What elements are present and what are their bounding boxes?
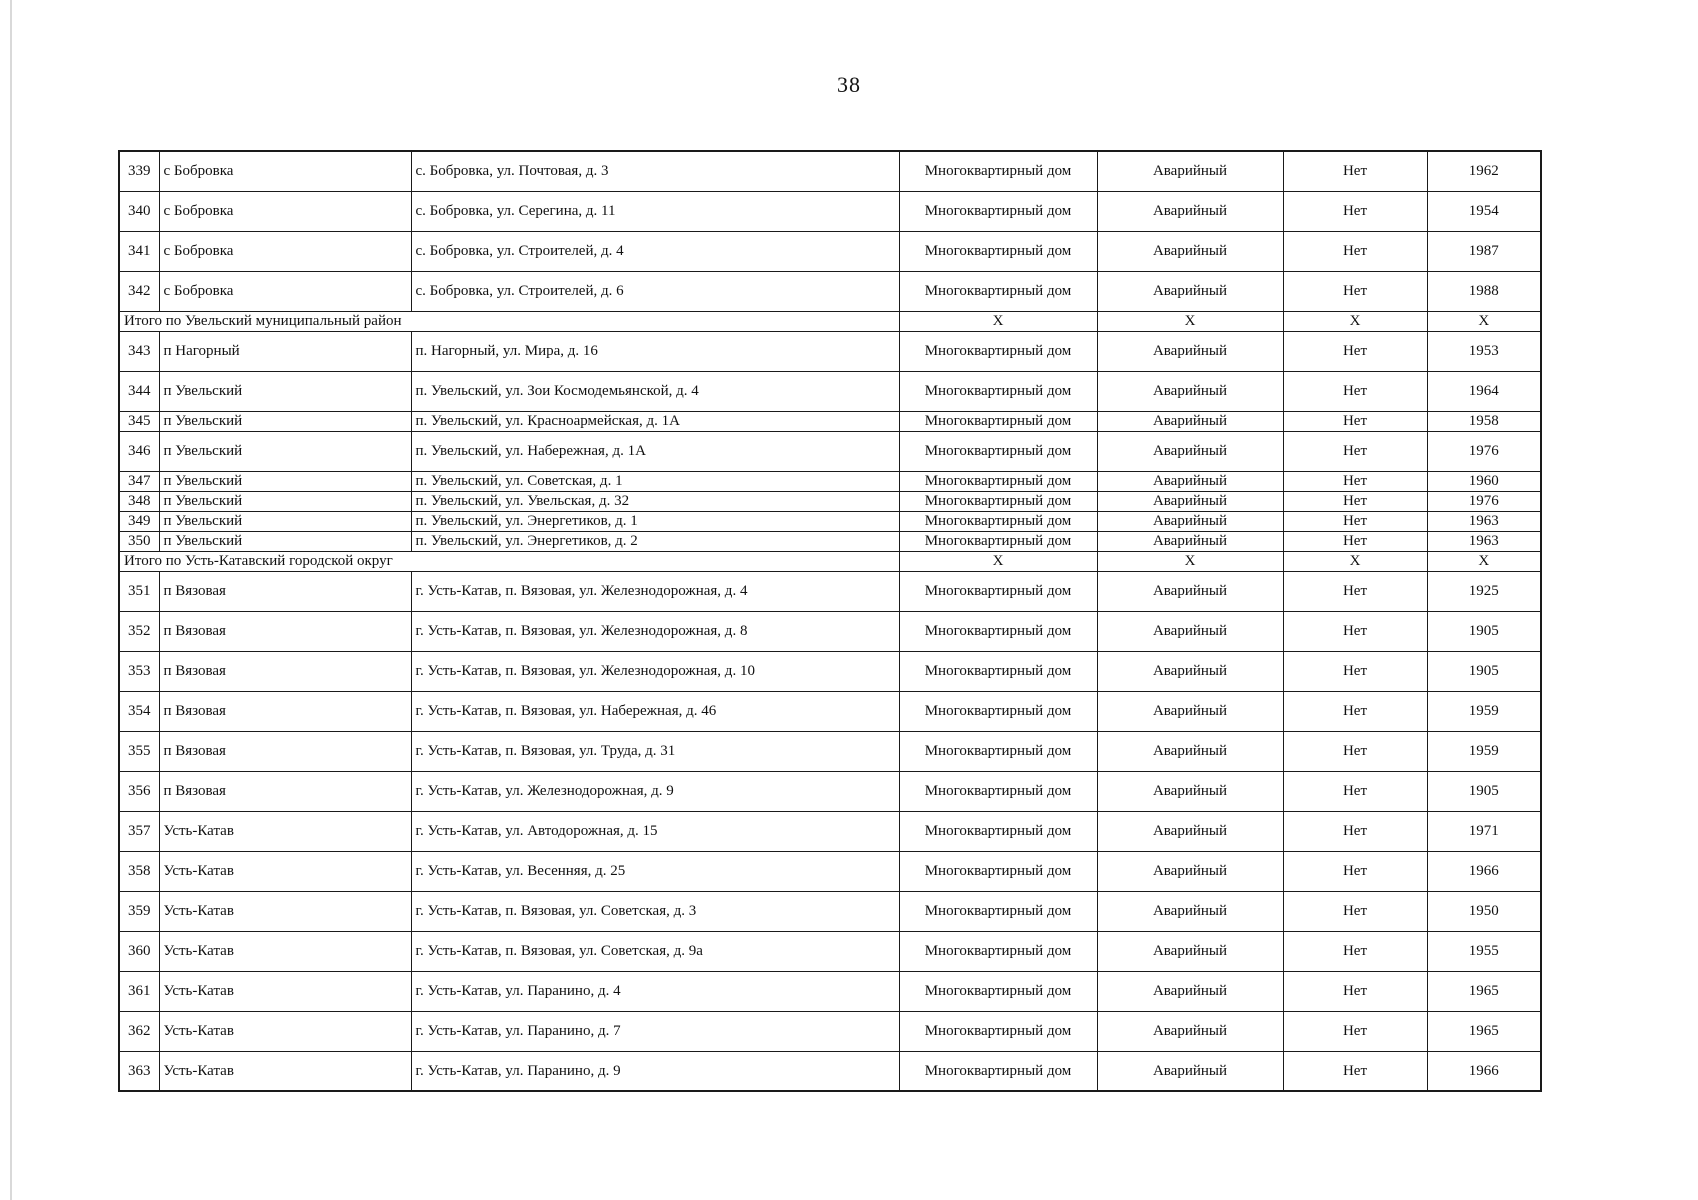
- building-type-cell: Многоквартирный дом: [899, 151, 1097, 191]
- building-type-cell: Многоквартирный дом: [899, 371, 1097, 411]
- settlement-cell: п Вязовая: [159, 691, 411, 731]
- building-type-cell: Многоквартирный дом: [899, 691, 1097, 731]
- flag-cell: Нет: [1283, 151, 1427, 191]
- address-cell: г. Усть-Катав, п. Вязовая, ул. Советская, д. 3: [411, 891, 899, 931]
- table-row: [119, 371, 1541, 411]
- year-cell: 1959: [1427, 731, 1541, 771]
- settlement-cell: Усть-Катав: [159, 971, 411, 1011]
- table-row: [119, 891, 1541, 931]
- building-type-cell: Многоквартирный дом: [899, 431, 1097, 471]
- year-cell: 1925: [1427, 571, 1541, 611]
- table-row: [119, 931, 1541, 971]
- table-row: [119, 651, 1541, 691]
- settlement-cell: Усть-Катав: [159, 811, 411, 851]
- address-cell: п. Увельский, ул. Советская, д. 1: [411, 471, 899, 491]
- settlement-cell: Усть-Катав: [159, 891, 411, 931]
- settlement-cell: п Увельский: [159, 431, 411, 471]
- settlement-cell: п Вязовая: [159, 771, 411, 811]
- condition-cell: Аварийный: [1097, 651, 1283, 691]
- row-number-cell: 343: [119, 331, 159, 371]
- address-cell: с. Бобровка, ул. Строителей, д. 6: [411, 271, 899, 311]
- year-cell: 1976: [1427, 431, 1541, 471]
- table-row: [119, 1011, 1541, 1051]
- table-row: [119, 191, 1541, 231]
- flag-cell: Нет: [1283, 1051, 1427, 1091]
- condition-cell: Аварийный: [1097, 471, 1283, 491]
- address-cell: г. Усть-Катав, п. Вязовая, ул. Железнодорожная, д. 10: [411, 651, 899, 691]
- settlement-cell: Усть-Катав: [159, 931, 411, 971]
- table-row: [119, 531, 1541, 551]
- condition-cell: Аварийный: [1097, 231, 1283, 271]
- address-cell: п. Увельский, ул. Зои Космодемьянской, д. 4: [411, 371, 899, 411]
- settlement-cell: п Увельский: [159, 491, 411, 511]
- settlement-cell: Усть-Катав: [159, 851, 411, 891]
- condition-cell: Аварийный: [1097, 691, 1283, 731]
- address-cell: с. Бобровка, ул. Строителей, д. 4: [411, 231, 899, 271]
- row-number-cell: 362: [119, 1011, 159, 1051]
- address-cell: п. Увельский, ул. Набережная, д. 1А: [411, 431, 899, 471]
- building-type-cell: Многоквартирный дом: [899, 731, 1097, 771]
- table-row: [119, 731, 1541, 771]
- settlement-cell: с Бобровка: [159, 231, 411, 271]
- year-cell: 1962: [1427, 151, 1541, 191]
- flag-cell: Нет: [1283, 411, 1427, 431]
- flag-cell: Нет: [1283, 431, 1427, 471]
- row-number-cell: 345: [119, 411, 159, 431]
- year-cell: 1905: [1427, 651, 1541, 691]
- table-row: [119, 811, 1541, 851]
- row-number-cell: 358: [119, 851, 159, 891]
- table-row: [119, 491, 1541, 511]
- building-type-cell: Многоквартирный дом: [899, 191, 1097, 231]
- building-type-cell: Многоквартирный дом: [899, 1051, 1097, 1091]
- row-number-cell: 346: [119, 431, 159, 471]
- condition-cell: Аварийный: [1097, 371, 1283, 411]
- flag-cell: Нет: [1283, 191, 1427, 231]
- table-body: [119, 151, 1541, 1091]
- flag-cell: Нет: [1283, 771, 1427, 811]
- table-row: [119, 1051, 1541, 1091]
- year-cell: 1960: [1427, 471, 1541, 491]
- building-type-cell: Многоквартирный дом: [899, 971, 1097, 1011]
- year-cell: 1959: [1427, 691, 1541, 731]
- settlement-cell: п Увельский: [159, 371, 411, 411]
- flag-cell: Нет: [1283, 851, 1427, 891]
- building-type-cell: Многоквартирный дом: [899, 931, 1097, 971]
- building-type-cell: Многоквартирный дом: [899, 511, 1097, 531]
- condition-cell: Аварийный: [1097, 191, 1283, 231]
- table-row: [119, 511, 1541, 531]
- address-cell: г. Усть-Катав, ул. Автодорожная, д. 15: [411, 811, 899, 851]
- subtotal-mark: X: [1427, 311, 1541, 331]
- year-cell: 1988: [1427, 271, 1541, 311]
- settlement-cell: Усть-Катав: [159, 1051, 411, 1091]
- table-row: [119, 331, 1541, 371]
- emergency-housing-table: [118, 150, 1542, 1092]
- flag-cell: Нет: [1283, 1011, 1427, 1051]
- table-row: [119, 851, 1541, 891]
- subtotal-mark: X: [1283, 551, 1427, 571]
- condition-cell: Аварийный: [1097, 1051, 1283, 1091]
- year-cell: 1966: [1427, 1051, 1541, 1091]
- subtotal-label: Итого по Усть-Катавский городской округ: [119, 551, 899, 571]
- condition-cell: Аварийный: [1097, 731, 1283, 771]
- building-type-cell: Многоквартирный дом: [899, 331, 1097, 371]
- flag-cell: Нет: [1283, 271, 1427, 311]
- building-type-cell: Многоквартирный дом: [899, 271, 1097, 311]
- year-cell: 1971: [1427, 811, 1541, 851]
- building-type-cell: Многоквартирный дом: [899, 571, 1097, 611]
- condition-cell: Аварийный: [1097, 491, 1283, 511]
- subtotal-mark: X: [899, 551, 1097, 571]
- address-cell: г. Усть-Катав, п. Вязовая, ул. Железнодорожная, д. 8: [411, 611, 899, 651]
- address-cell: п. Увельский, ул. Энергетиков, д. 2: [411, 531, 899, 551]
- row-number-cell: 354: [119, 691, 159, 731]
- table-row: [119, 971, 1541, 1011]
- row-number-cell: 361: [119, 971, 159, 1011]
- table-row: [119, 691, 1541, 731]
- row-number-cell: 360: [119, 931, 159, 971]
- condition-cell: Аварийный: [1097, 811, 1283, 851]
- building-type-cell: Многоквартирный дом: [899, 891, 1097, 931]
- settlement-cell: п Вязовая: [159, 651, 411, 691]
- row-number-cell: 353: [119, 651, 159, 691]
- address-cell: п. Увельский, ул. Энергетиков, д. 1: [411, 511, 899, 531]
- flag-cell: Нет: [1283, 371, 1427, 411]
- flag-cell: Нет: [1283, 651, 1427, 691]
- subtotal-mark: X: [1097, 311, 1283, 331]
- building-type-cell: Многоквартирный дом: [899, 851, 1097, 891]
- condition-cell: Аварийный: [1097, 411, 1283, 431]
- table-row: [119, 571, 1541, 611]
- settlement-cell: п Нагорный: [159, 331, 411, 371]
- settlement-cell: п Вязовая: [159, 611, 411, 651]
- condition-cell: Аварийный: [1097, 531, 1283, 551]
- condition-cell: Аварийный: [1097, 431, 1283, 471]
- flag-cell: Нет: [1283, 691, 1427, 731]
- year-cell: 1954: [1427, 191, 1541, 231]
- condition-cell: Аварийный: [1097, 771, 1283, 811]
- settlement-cell: п Увельский: [159, 411, 411, 431]
- condition-cell: Аварийный: [1097, 331, 1283, 371]
- building-type-cell: Многоквартирный дом: [899, 231, 1097, 271]
- row-number-cell: 355: [119, 731, 159, 771]
- subtotal-label: Итого по Увельский муниципальный район: [119, 311, 899, 331]
- row-number-cell: 363: [119, 1051, 159, 1091]
- subtotal-mark: X: [1283, 311, 1427, 331]
- building-type-cell: Многоквартирный дом: [899, 1011, 1097, 1051]
- flag-cell: Нет: [1283, 731, 1427, 771]
- table-row: [119, 611, 1541, 651]
- building-type-cell: Многоквартирный дом: [899, 471, 1097, 491]
- year-cell: 1955: [1427, 931, 1541, 971]
- settlement-cell: п Увельский: [159, 511, 411, 531]
- year-cell: 1950: [1427, 891, 1541, 931]
- settlement-cell: п Вязовая: [159, 731, 411, 771]
- year-cell: 1963: [1427, 531, 1541, 551]
- building-type-cell: Многоквартирный дом: [899, 611, 1097, 651]
- building-type-cell: Многоквартирный дом: [899, 411, 1097, 431]
- condition-cell: Аварийный: [1097, 511, 1283, 531]
- building-type-cell: Многоквартирный дом: [899, 771, 1097, 811]
- flag-cell: Нет: [1283, 491, 1427, 511]
- flag-cell: Нет: [1283, 971, 1427, 1011]
- address-cell: п. Увельский, ул. Увельская, д. 32: [411, 491, 899, 511]
- flag-cell: Нет: [1283, 611, 1427, 651]
- row-number-cell: 340: [119, 191, 159, 231]
- flag-cell: Нет: [1283, 531, 1427, 551]
- condition-cell: Аварийный: [1097, 1011, 1283, 1051]
- address-cell: г. Усть-Катав, п. Вязовая, ул. Труда, д. 31: [411, 731, 899, 771]
- subtotal-row: [119, 311, 1541, 331]
- condition-cell: Аварийный: [1097, 571, 1283, 611]
- subtotal-mark: X: [1097, 551, 1283, 571]
- address-cell: г. Усть-Катав, ул. Паранино, д. 7: [411, 1011, 899, 1051]
- building-type-cell: Многоквартирный дом: [899, 651, 1097, 691]
- row-number-cell: 347: [119, 471, 159, 491]
- row-number-cell: 349: [119, 511, 159, 531]
- address-cell: г. Усть-Катав, п. Вязовая, ул. Железнодорожная, д. 4: [411, 571, 899, 611]
- building-type-cell: Многоквартирный дом: [899, 811, 1097, 851]
- flag-cell: Нет: [1283, 811, 1427, 851]
- row-number-cell: 350: [119, 531, 159, 551]
- address-cell: г. Усть-Катав, ул. Весенняя, д. 25: [411, 851, 899, 891]
- flag-cell: Нет: [1283, 331, 1427, 371]
- flag-cell: Нет: [1283, 891, 1427, 931]
- subtotal-mark: X: [1427, 551, 1541, 571]
- table-row: [119, 431, 1541, 471]
- settlement-cell: с Бобровка: [159, 271, 411, 311]
- settlement-cell: п Увельский: [159, 471, 411, 491]
- flag-cell: Нет: [1283, 511, 1427, 531]
- subtotal-row: [119, 551, 1541, 571]
- scan-edge-line: [10, 0, 12, 1200]
- address-cell: г. Усть-Катав, ул. Паранино, д. 9: [411, 1051, 899, 1091]
- row-number-cell: 342: [119, 271, 159, 311]
- row-number-cell: 352: [119, 611, 159, 651]
- address-cell: п. Увельский, ул. Красноармейская, д. 1А: [411, 411, 899, 431]
- settlement-cell: Усть-Катав: [159, 1011, 411, 1051]
- table-row: [119, 231, 1541, 271]
- condition-cell: Аварийный: [1097, 851, 1283, 891]
- row-number-cell: 359: [119, 891, 159, 931]
- settlement-cell: с Бобровка: [159, 151, 411, 191]
- condition-cell: Аварийный: [1097, 971, 1283, 1011]
- condition-cell: Аварийный: [1097, 151, 1283, 191]
- building-type-cell: Многоквартирный дом: [899, 491, 1097, 511]
- table-row: [119, 471, 1541, 491]
- year-cell: 1953: [1427, 331, 1541, 371]
- year-cell: 1905: [1427, 771, 1541, 811]
- address-cell: г. Усть-Катав, ул. Паранино, д. 4: [411, 971, 899, 1011]
- year-cell: 1965: [1427, 971, 1541, 1011]
- year-cell: 1965: [1427, 1011, 1541, 1051]
- address-cell: г. Усть-Катав, ул. Железнодорожная, д. 9: [411, 771, 899, 811]
- page-number: 38: [837, 72, 861, 97]
- year-cell: 1905: [1427, 611, 1541, 651]
- year-cell: 1958: [1427, 411, 1541, 431]
- address-cell: с. Бобровка, ул. Почтовая, д. 3: [411, 151, 899, 191]
- condition-cell: Аварийный: [1097, 611, 1283, 651]
- flag-cell: Нет: [1283, 931, 1427, 971]
- subtotal-mark: X: [899, 311, 1097, 331]
- table-row: [119, 411, 1541, 431]
- address-cell: г. Усть-Катав, п. Вязовая, ул. Набережная, д. 46: [411, 691, 899, 731]
- condition-cell: Аварийный: [1097, 931, 1283, 971]
- flag-cell: Нет: [1283, 231, 1427, 271]
- table-row: [119, 771, 1541, 811]
- year-cell: 1963: [1427, 511, 1541, 531]
- address-cell: п. Нагорный, ул. Мира, д. 16: [411, 331, 899, 371]
- year-cell: 1976: [1427, 491, 1541, 511]
- row-number-cell: 341: [119, 231, 159, 271]
- building-type-cell: Многоквартирный дом: [899, 531, 1097, 551]
- condition-cell: Аварийный: [1097, 891, 1283, 931]
- flag-cell: Нет: [1283, 571, 1427, 611]
- row-number-cell: 356: [119, 771, 159, 811]
- row-number-cell: 344: [119, 371, 159, 411]
- table-row: [119, 151, 1541, 191]
- year-cell: 1987: [1427, 231, 1541, 271]
- year-cell: 1966: [1427, 851, 1541, 891]
- year-cell: 1964: [1427, 371, 1541, 411]
- row-number-cell: 348: [119, 491, 159, 511]
- settlement-cell: с Бобровка: [159, 191, 411, 231]
- row-number-cell: 339: [119, 151, 159, 191]
- address-cell: с. Бобровка, ул. Серегина, д. 11: [411, 191, 899, 231]
- table-row: [119, 271, 1541, 311]
- settlement-cell: п Увельский: [159, 531, 411, 551]
- row-number-cell: 351: [119, 571, 159, 611]
- condition-cell: Аварийный: [1097, 271, 1283, 311]
- address-cell: г. Усть-Катав, п. Вязовая, ул. Советская, д. 9а: [411, 931, 899, 971]
- settlement-cell: п Вязовая: [159, 571, 411, 611]
- flag-cell: Нет: [1283, 471, 1427, 491]
- row-number-cell: 357: [119, 811, 159, 851]
